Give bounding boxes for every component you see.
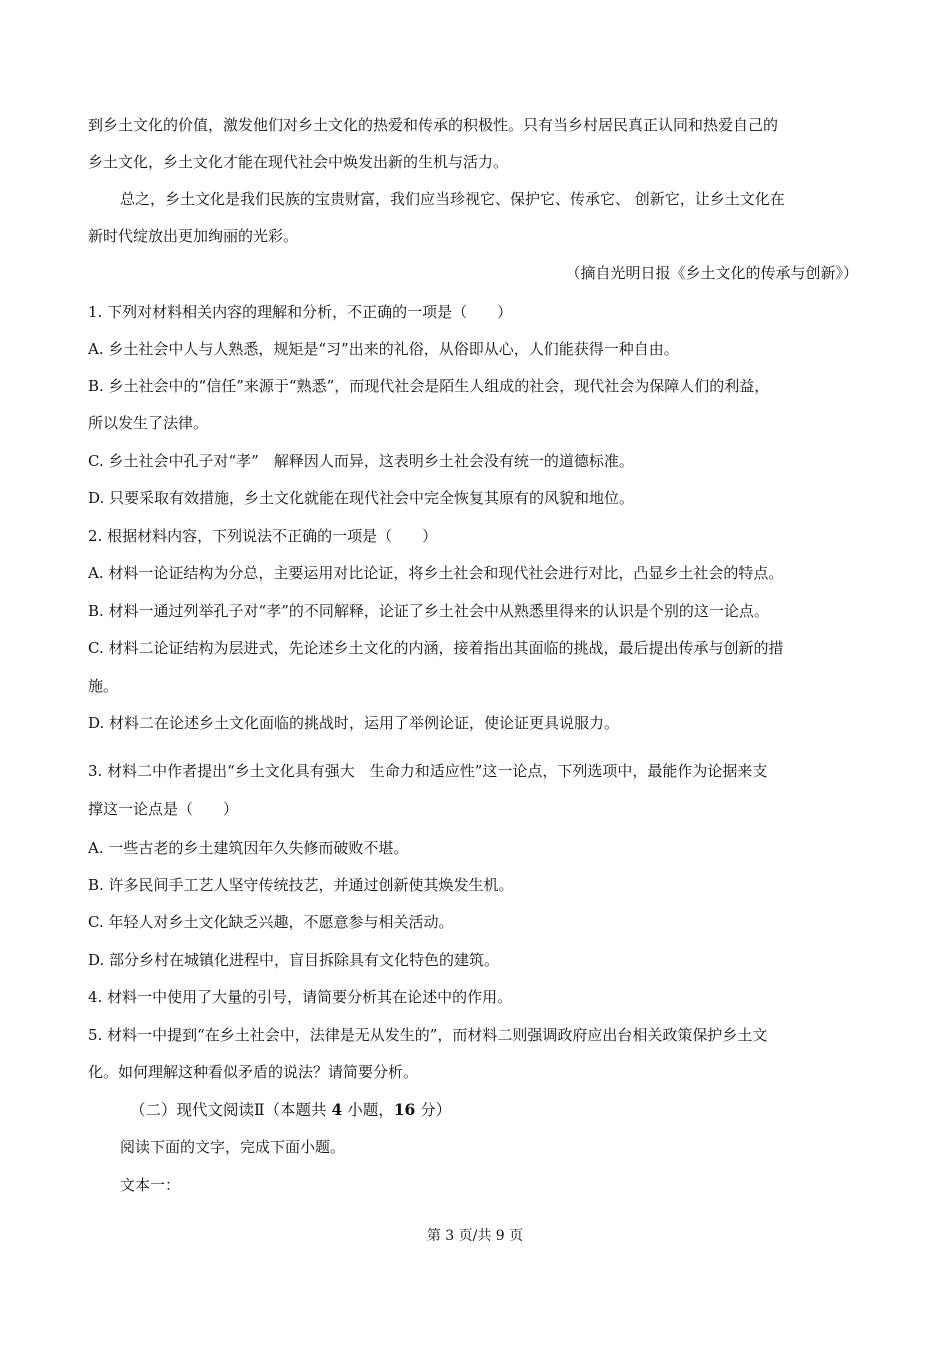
question-2-option-d: D. 材料二在论述乡土文化面临的挑战时，运用了举例论证，使论证更具说服力。 [88,714,620,732]
section-question-count: 4 [331,1100,343,1119]
question-4: 4. 材料一中使用了大量的引号，请简要分析其在论述中的作用。 [88,988,513,1006]
question-1-option-d: D. 只要采取有效措施，乡土文化就能在现代社会中完全恢复其原有的风貌和地位。 [88,489,635,507]
question-2-stem: 2. 根据材料内容，下列说法不正确的一项是（ ） [88,527,438,545]
question-1-option-a: A. 乡土社会中人与人熟悉，规矩是“习”出来的礼俗，从俗即从心，人们能获得一种自由。 [88,340,679,358]
question-2-option-a: A. 材料一论证结构为分总，主要运用对比论证，将乡土社会和现代社会进行对比，凸显乡土社会的特点。 [88,564,784,582]
question-3-option-c: C. 年轻人对乡土文化缺乏兴趣，不愿意参与相关活动。 [88,913,454,931]
section-heading-text: （二）现代文阅读Ⅱ（本题共 [130,1101,332,1119]
question-3-stem: 3. 材料二中作者提出“乡土文化具有强大 生命力和适应性”这一论点，下列选项中，最能作为论据来支 [88,762,768,780]
passage-line: 到乡土文化的价值，激发他们对乡土文化的热爱和传承的积极性。只有当乡村居民真正认同和热爱自己的 [88,116,779,134]
passage-line: 总之，乡土文化是我们民族的宝贵财富，我们应当珍视它、保护它、传承它、 创新它，让乡土文化在 [120,190,785,208]
section-instruction: 阅读下面的文字，完成下面小题。 [120,1138,346,1156]
question-1-option-b: B. 乡土社会中的“信任”来源于“熟悉”，而现代社会是陌生人组成的社会，现代社会为保障人们的利益， [88,377,770,395]
question-1-option-b-cont: 所以发生了法律。 [88,414,209,432]
section-heading-text: 分） [415,1101,452,1119]
question-3-option-d: D. 部分乡村在城镇化进程中，盲目拆除具有文化特色的建筑。 [88,951,500,969]
section-score: 16 [393,1100,416,1119]
passage-line: 乡土文化，乡土文化才能在现代社会中焕发出新的生机与活力。 [88,153,509,171]
question-2-option-b: B. 材料一通过列举孔子对“孝”的不同解释，论证了乡土社会中从熟悉里得来的认识是个别的这一论点。 [88,602,769,620]
question-5-cont: 化。如何理解这种看似矛盾的说法？请简要分析。 [88,1063,419,1081]
question-2-option-c: C. 材料二论证结构为层进式，先论述乡土文化的内涵，接着指出其面临的挑战，最后提出传承与创新的措 [88,639,784,657]
question-5: 5. 材料一中提到“在乡土社会中，法律是无从发生的”，而材料二则强调政府应出台相关政策保护乡土文 [88,1026,768,1044]
question-1-option-c: C. 乡土社会中孔子对“孝” 解释因人而异，这表明乡土社会没有统一的道德标准。 [88,452,634,470]
section-heading [130,1100,451,1120]
question-3-option-a: A. 一些古老的乡土建筑因年久失修而破败不堪。 [88,839,409,857]
page-number: 第 3 页/共 9 页 [426,1228,524,1244]
passage-source: （摘自光明日报《乡土文化的传承与创新》） [565,264,858,282]
text-label: 文本一： [120,1176,181,1194]
section-heading-text: 小题， [342,1101,394,1119]
question-3-stem-cont: 撑这一论点是（ ） [88,800,239,818]
passage-line: 新时代绽放出更加绚丽的光彩。 [88,227,299,245]
question-2-option-c-cont: 施。 [88,677,119,695]
question-3-option-b: B. 许多民间手工艺人坚守传统技艺，并通过创新使其焕发生机。 [88,876,514,894]
question-1-stem: 1. 下列对材料相关内容的理解和分析，不正确的一项是（ ） [88,303,513,321]
